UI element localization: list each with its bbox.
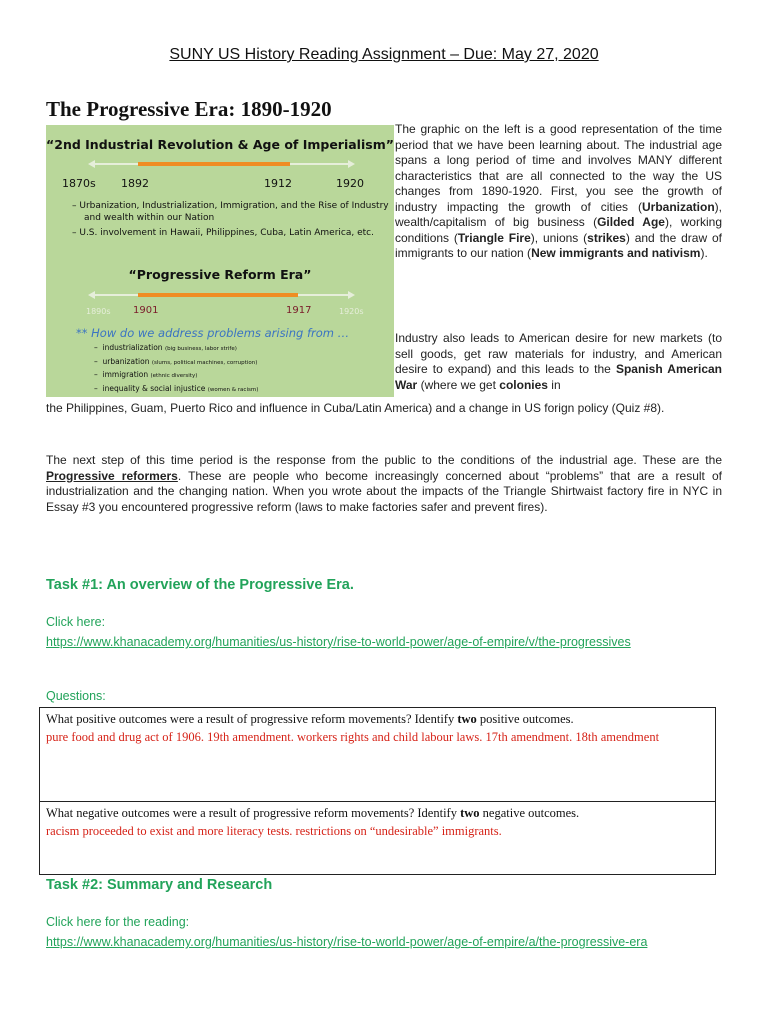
year-label: 1920s <box>339 307 364 316</box>
graphic-subitem: – inequality & social injustice (women & racism) <box>94 383 259 393</box>
year-label: 1890s <box>86 307 111 316</box>
year-label: 1870s <box>62 177 96 190</box>
intro-paragraph-2-continued: the Philippines, Guam, Puerto Rico and influence in Cuba/Latin America) and a change in US forign policy (Quiz #8). <box>46 401 665 415</box>
graphic-title-industrial: “2nd Industrial Revolution & Age of Imperialism” <box>46 137 394 152</box>
graphic-subitem: – immigration (ethnic diversity) <box>94 370 198 379</box>
task2-heading: Task #2: Summary and Research <box>46 877 273 893</box>
answer-1[interactable]: pure food and drug act of 1906. 19th amendment. workers rights and child labour laws. 17th amendment. 18th amendment <box>46 730 660 744</box>
year-label: 1917 <box>286 305 312 316</box>
graphic-bullet: – U.S. involvement in Hawaii, Philippines, Cuba, Latin America, etc. <box>72 228 374 238</box>
questions-table <box>39 707 716 875</box>
timeline-highlight <box>138 162 290 166</box>
timeline-arrow-right-icon <box>348 160 355 168</box>
intro-paragraph-1: The graphic on the left is a good representation of the time period that we have been learning about. The industrial age spans a long period of time and involves MANY different characteristics that are all connected to the way the US changes from 1890-1920. First, you see the growth of industry impacting the growth of cities (Urbanization), wealth/capitalism of big business (Gilded Age), working conditions (Triangle Fire), unions (strikes) and the draw of immigrants to our nation (New immigrants and nativism). <box>395 122 722 260</box>
questions-label: Questions: <box>46 689 106 703</box>
timeline-highlight <box>138 293 298 297</box>
task1-link[interactable]: https://www.khanacademy.org/humanities/us-history/rise-to-world-power/age-of-empire/v/the-progressives <box>46 635 631 649</box>
task1-click-label: Click here: <box>46 615 106 629</box>
year-label: 1912 <box>264 177 292 190</box>
graphic-subitem: – urbanization (slums, political machines, corruption) <box>94 356 258 366</box>
question-row-1 <box>40 708 715 802</box>
timeline-arrow-right-icon <box>348 291 355 299</box>
task1-heading: Task #1: An overview of the Progressive Era. <box>46 577 354 593</box>
intro-paragraph-2: Industry also leads to American desire for new markets (to sell goods, get raw materials for industry, and American desire to expand) and this leads to the Spanish American War (where we get colonies in <box>395 331 722 392</box>
timeline-graphic <box>46 125 394 397</box>
year-label: 1920 <box>336 177 364 190</box>
graphic-sublist <box>94 342 384 396</box>
task2-click-label: Click here for the reading: <box>46 915 190 929</box>
assignment-header: SUNY US History Reading Assignment – Due: May 27, 2020 <box>169 46 599 63</box>
year-label: 1892 <box>121 177 149 190</box>
graphic-bullet: – Urbanization, Industrialization, Immigration, and the Rise of Industry and wealth within our Nation <box>72 201 389 223</box>
answer-2[interactable]: racism proceeded to exist and more literacy tests. restrictions on “undesirable” immigrants. <box>46 824 502 838</box>
year-label: 1901 <box>133 305 159 316</box>
graphic-question: ** How do we address problems arising from … <box>76 326 350 340</box>
question-row-2 <box>40 802 715 874</box>
graphic-bullets <box>72 200 392 242</box>
intro-paragraph-3: The next step of this time period is the response from the public to the conditions of the industrial age. These are the Progressive reformers. These are people who become increasingly concerned about “problems” that are a result of industrialization and the changing nation. When you wrote about the impacts of the Triangle Shirtwaist factory fire in NYC in Essay #3 you encountered progressive reform (laws to make factories safer and prevent fires). <box>46 453 722 514</box>
era-title: The Progressive Era: 1890-1920 <box>46 97 332 121</box>
task2-link[interactable]: https://www.khanacademy.org/humanities/us-history/rise-to-world-power/age-of-empire/a/the-progressive-era <box>46 935 648 949</box>
question-1: What positive outcomes were a result of progressive reform movements? Identify two positive outcomes. <box>46 712 574 726</box>
graphic-title-progressive: “Progressive Reform Era” <box>128 267 312 282</box>
question-2: What negative outcomes were a result of progressive reform movements? Identify two negative outcomes. <box>46 806 580 820</box>
graphic-subitem: – industrialization (big business, labor strife) <box>94 343 237 352</box>
